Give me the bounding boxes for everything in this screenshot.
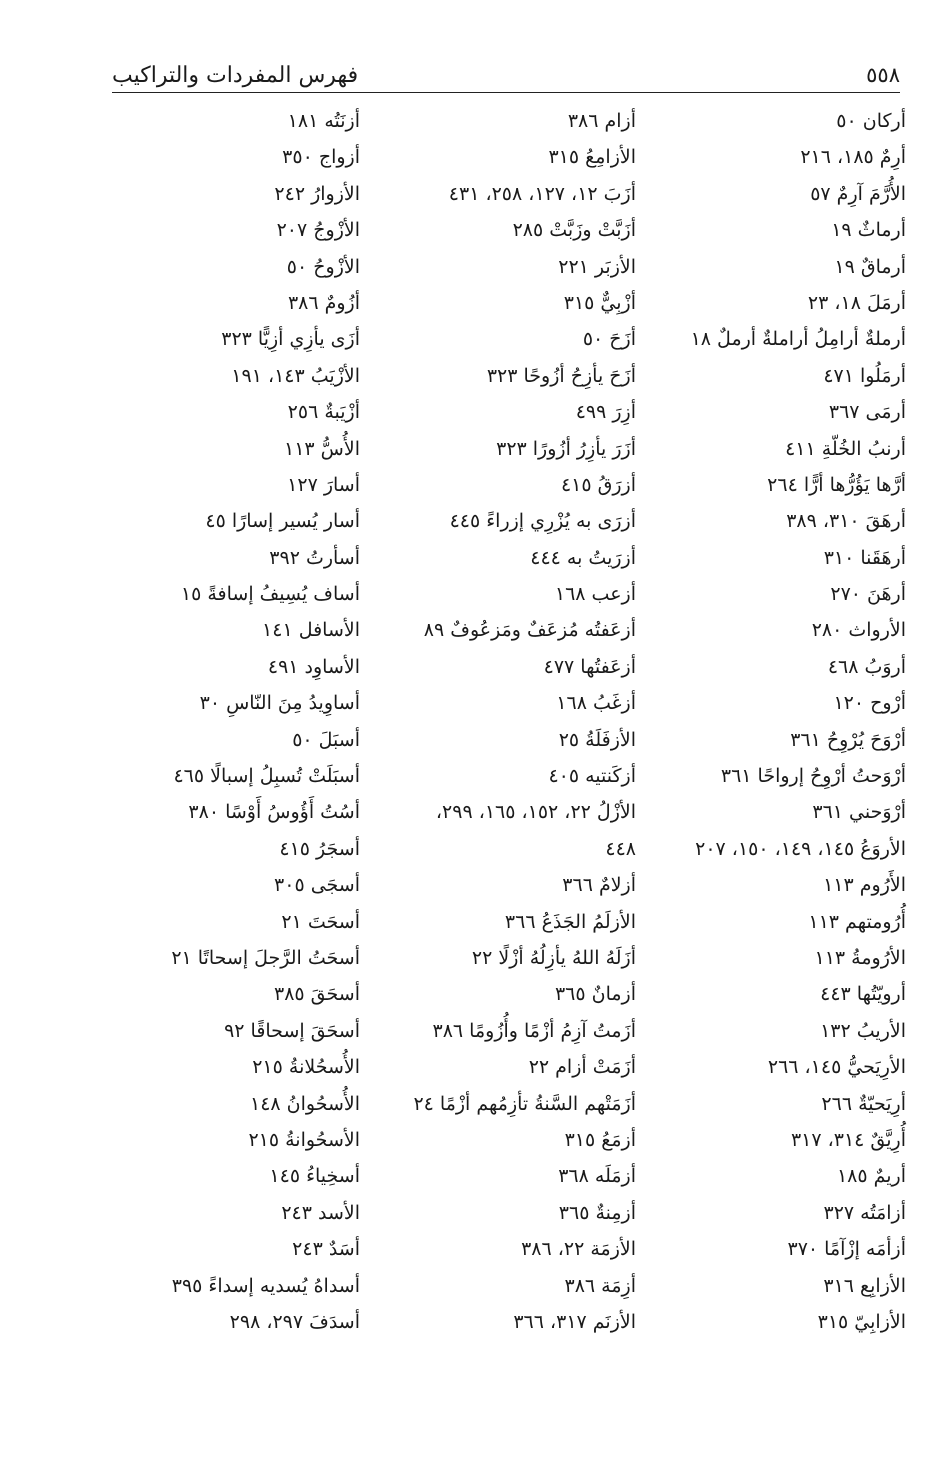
index-entry: أسَدٌ ٢٤٣	[292, 1238, 360, 1261]
index-entry: الأروَعُ ١٤٥، ١٤٩، ١٥٠، ٢٠٧	[695, 837, 906, 860]
index-entry: الأزابِع ٣١٦	[823, 1274, 906, 1297]
header-rule	[112, 92, 900, 93]
page-title: فهرس المفردات والتراكيب	[112, 62, 359, 88]
index-entry: الأزابِيّ ٣١٥	[817, 1310, 906, 1333]
index-entry: أسارَ ١٢٧	[287, 473, 360, 496]
index-entry: أزعَفتُها ٤٧٧	[543, 655, 636, 678]
index-entry: أزَمَتْ أزام ٢٢	[528, 1056, 636, 1079]
index-entry: أسُتُ أَؤُوسُ أَوْسًا ٣٨٠	[188, 801, 360, 824]
index-entry: أسحَقَ إسحاقًا ٩٢	[224, 1019, 360, 1042]
index-entry: الأزامِعُ ٣١٥	[548, 146, 636, 169]
index-entry: أزمَعُ ٣١٥	[564, 1128, 636, 1151]
index-entry: الأسحُوانةُ ٢١٥	[248, 1128, 360, 1151]
index-entry: الأساوِد ٤٩١	[267, 655, 360, 678]
index-entry: الأزفَلَةُ ٢٥	[558, 728, 636, 751]
index-entry: أرْوَحَ يُرْوِحُ ٣٦١	[790, 728, 906, 751]
index-entry: أزِرَ ٤٩٩	[575, 401, 636, 424]
index-column-left	[60, 103, 360, 1340]
index-entry: الأرِيَحيُّ ١٤٥، ٢٦٦	[767, 1056, 906, 1079]
index-entry: أرِمٌ ١٨٥، ٢١٦	[800, 146, 906, 169]
index-entry: أسخِياءُ ١٤٥	[269, 1165, 360, 1188]
index-entry: أسجَى ٣٠٥	[274, 874, 360, 897]
index-entry: الأزْوحُ ٥٠	[286, 255, 360, 278]
index-entry: أزمَلَه ٣٦٨	[558, 1165, 636, 1188]
index-entry: أزْيَبةٌ ٢٥٦	[287, 401, 360, 424]
index-entry: أسجَرُ ٤١٥	[279, 837, 360, 860]
index-entry: أروَبُ ٤٦٨	[827, 655, 906, 678]
index-entry: الأزمَة ٢٢، ٣٨٦	[521, 1238, 636, 1261]
index-entry: أساوِيدُ مِنَ النّاسِ ٣٠	[199, 692, 360, 715]
index-entry: أزعب ١٦٨	[554, 583, 636, 606]
index-entry: أزعَفتُه مُزعَفٌ ومَزعُوفٌ ٨٩	[423, 619, 636, 642]
index-entry: الأزْيَبُ ١٤٣، ١٩١	[231, 364, 360, 387]
index-entry: أزَبَ ١٢، ١٢٧، ٢٥٨، ٤٣١	[448, 182, 636, 205]
index-entry: أرْوَحني ٣٦١	[812, 801, 906, 824]
index-entry: أزَى يأزِي أزِيًّا ٣٢٣	[221, 328, 360, 351]
index-column-middle	[374, 103, 636, 1340]
index-entry: أسحَتَ ٢١	[281, 910, 360, 933]
index-entry: أرمَلَ ١٨، ٢٣	[807, 291, 906, 314]
index-columns	[0, 103, 938, 1333]
index-entry: الأزبَر ٢٢١	[558, 255, 636, 278]
index-entry: الأسافل ١٤١	[262, 619, 360, 642]
index-entry: أسحَتُ الرَّجلَ إسحاتًا ٢١	[171, 946, 360, 969]
index-entry: أُرِيَّقٌ ٣١٤، ٣١٧	[790, 1128, 906, 1151]
index-entry: أرملةٌ أرامِلُ أراملةٌ أرملٌ ١٨	[690, 328, 906, 351]
index-entry: أزَمَتْهم السَّنةُ تأزِمُهم أزْمًا ٢٤	[413, 1092, 636, 1115]
index-entry: أزرَيتُ به ٤٤٤	[530, 546, 636, 569]
index-entry: أزأمَه إزْآمًا ٣٧٠	[787, 1238, 906, 1261]
index-entry: أرهَنَ ٢٧٠	[830, 583, 906, 606]
index-entry: أزمِنةٌ ٣٦٥	[558, 1201, 636, 1224]
index-entry: الأَرُوم ١١٣	[823, 874, 906, 897]
index-entry: الأُسحُلانةُ ٢١٥	[252, 1056, 360, 1079]
index-entry: الأزنَم ٣١٧، ٣٦٦	[513, 1310, 636, 1333]
index-entry: أزواج ٣٥٠	[282, 146, 360, 169]
index-entry: أزامَتُه ٣٢٧	[823, 1201, 906, 1224]
index-entry: الأريبُ ١٣٢	[820, 1019, 906, 1042]
index-entry: أرِيَحيّةٌ ٢٦٦	[821, 1092, 906, 1115]
page-header	[112, 58, 900, 92]
index-entry: أرَّها يَؤُرُّها أرًّا ٢٦٤	[767, 473, 906, 496]
index-entry: أزَحَ ٥٠	[582, 328, 636, 351]
index-entry: أزغَبُ ١٦٨	[556, 692, 636, 715]
index-entry: أزرَقُ ٤١٥	[560, 473, 636, 496]
index-entry: الأرواث ٢٨٠	[811, 619, 906, 642]
index-entry: أرماثٌ ١٩	[831, 219, 906, 242]
index-entry: أزَلَهُ اللهُ يأزِلُهُ أزْلًا ٢٢	[471, 946, 636, 969]
index-entry: أريمٌ ١٨٥	[836, 1165, 906, 1188]
index-entry: الأزْلُ ٢٢، ١٥٢، ١٦٥، ٢٩٩،	[435, 801, 636, 824]
index-entry: الأسد ٢٤٣	[281, 1201, 360, 1224]
index-entry: الأُسُّ ١١٣	[284, 437, 360, 460]
index-entry: أزَحَ يأزِحُ أزُوحًا ٣٢٣	[486, 364, 636, 387]
index-entry: أزِمَة ٣٨٦	[564, 1274, 636, 1297]
index-entry: أُرُومتهم ١١٣	[808, 910, 906, 933]
index-entry: أركان ٥٠	[836, 110, 906, 132]
index-entry: أسبَلَتْ تُسبِلُ إسبالًا ٤٦٥	[173, 765, 360, 788]
index-column-right	[642, 103, 906, 1340]
index-entry: الأزوارُ ٢٤٢	[274, 182, 360, 205]
index-entry: أرويّتُها ٤٤٣	[820, 983, 906, 1006]
index-entry: أرهَقَ ٣١٠، ٣٨٩	[786, 510, 906, 533]
page-number: ٥٥٨	[866, 63, 900, 87]
index-entry: الأرُومةُ ١١٣	[814, 946, 906, 969]
index-entry: أزْبِيٌّ ٣١٥	[563, 291, 636, 314]
index-entry: أرمَلُوا ٤٧١	[823, 364, 906, 387]
index-entry: أرمَى ٣٦٧	[828, 401, 906, 424]
index-entry: أرنبُ الخُلّةِ ٤١١	[785, 437, 906, 460]
index-entry: أسداهُ يُسديه إسداءً ٣٩٥	[171, 1274, 360, 1297]
index-entry: أزلامٌ ٣٦٦	[562, 874, 636, 897]
index-entry: أزكَنتيه ٤٠٥	[548, 765, 636, 788]
index-entry: أزام ٣٨٦	[567, 110, 636, 132]
index-entry: أسار يُسير إسارًا ٤٥	[205, 510, 360, 533]
index-entry: أرْوَحتُ أرْوِحُ إرواحًا ٣٦١	[720, 765, 906, 788]
index-entry: أزنَتُه ١٨١	[287, 110, 360, 132]
index-entry: أزُومٌ ٣٨٦	[287, 291, 360, 314]
index-entry: أزمانٌ ٣٦٥	[554, 983, 636, 1006]
index-entry: أسبَلَ ٥٠	[292, 728, 360, 751]
index-entry: الأُسحُوانُ ١٤٨	[249, 1092, 360, 1115]
index-entry: أسدَفَ ٢٩٧، ٢٩٨	[229, 1310, 360, 1333]
index-entry: أرْوح ١٢٠	[833, 692, 906, 715]
index-entry: الأُرَّمَ آرِمٌ ٥٧	[810, 182, 906, 205]
index-entry: أزَمتُ آزِمُ أزْمًا وأُزُومًا ٣٨٦	[432, 1019, 636, 1042]
index-entry: أزَبَّتْ وزَبَّتْ ٢٨٥	[512, 219, 636, 242]
index-entry: الأزلَمُ الجَذَعُ ٣٦٦	[504, 910, 636, 933]
index-entry: أساف يُسِيفُ إسافةً ١٥	[180, 583, 360, 606]
index-entry: أسأرتُ ٣٩٢	[269, 546, 360, 569]
index-entry: أزرَى به يُزْرِي إزراءً ٤٤٥	[449, 510, 636, 533]
index-entry: الأزْوجُ ٢٠٧	[276, 219, 360, 242]
index-entry: أسحَقَ ٣٨٥	[274, 983, 360, 1006]
index-entry: أرماقٌ ١٩	[834, 255, 906, 278]
index-entry: أزَرَ يأزِرُ أزُورًا ٣٢٣	[496, 437, 636, 460]
index-entry: أرهَقَنا ٣١٠	[823, 546, 906, 569]
index-entry: ٤٤٨	[605, 837, 636, 860]
